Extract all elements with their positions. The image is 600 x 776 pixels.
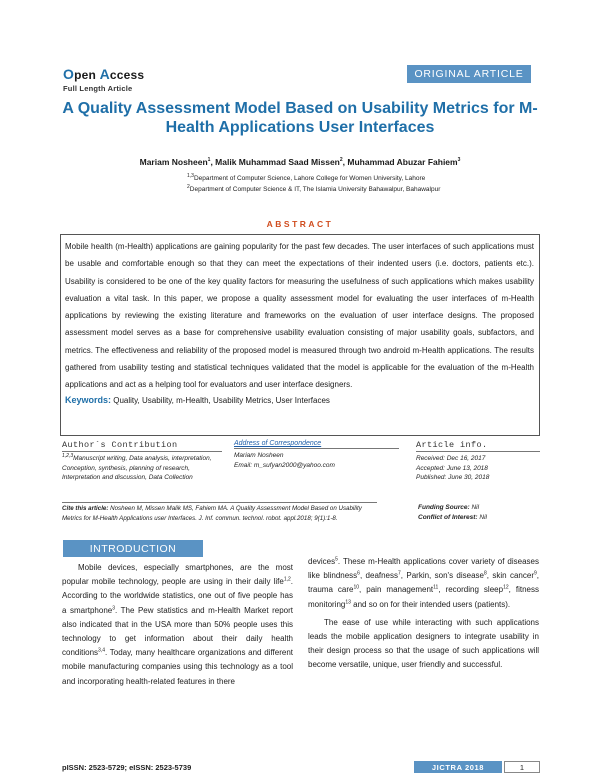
author-name: Mariam Nosheen — [139, 157, 208, 167]
correspondence-email: Email: m_sufyan2000@yahoo.com — [234, 461, 335, 469]
author-list: Mariam Nosheen$^1$, Malik Muhammad Saad Missen$^2$, Muhammad Abuzar Fahiem$^3$ — [139, 157, 461, 167]
abstract-heading: ABSTRACT — [266, 219, 334, 229]
received-date: Received: Dec 16, 2017 — [416, 455, 486, 462]
journal-footer: JICTRA 2018 — [414, 761, 502, 773]
keywords-values: Quality, Usability, m-Health, Usability Metrics, User Interfaces — [111, 395, 330, 405]
open-access-logo — [63, 66, 144, 93]
correspondence-link[interactable]: Address of Correspondence — [234, 440, 399, 449]
access-word: ccess — [109, 68, 145, 82]
affiliation-line: $^2$Department of Computer Science & IT, The Islamia University Bahawalpur, Bahawalpur — [187, 183, 441, 193]
cite-text: Nosheen M, Missen Malik MS, Fahiem MA. A Quality Assessment Model Based on Usability Metrics for M-Health Applications user Interfaces. J. Inf. commun. technol. robot. appl.2018; 9(1):1-8. — [62, 505, 362, 522]
paper-title: A Quality Assessment Model Based on Usability Metrics for M-Health Applications User Interfaces — [62, 100, 538, 136]
introduction-heading: INTRODUCTION — [63, 540, 203, 557]
abstract-box — [60, 234, 540, 436]
correspondence-name: Mariam Nosheen — [234, 452, 284, 459]
accepted-date: Accepted: June 13, 2018 — [416, 464, 488, 472]
affiliations — [187, 174, 440, 195]
abstract-text: Mobile health (m-Health) applications are gaining popularity for the past few decades. The user interfaces of such applications must be usable and comfortable enough so that they can meet the expectations of their indented users (i.e. doctors, patients etc.). Usability is considered to be one of the key quality factors for measuring the usefulness of such applications which makes usability evaluation a vital task. In this paper, we propose a quality assessment model for evaluating the user interfaces of m-Health applications by reviewing the existing literature and frameworks on the evaluation of user interface designs. The proposed assessment model serves as a base for comprehensive usability evaluation consisting of major usability goals, subfactors, and metrics. The effectiveness and reliability of the proposed model is measured through two android m-Health applications. The results gathered from usability testing and statistical techniques validated that the model is applicable for the evaluation of the m-Health applications and act as a helping tool for evaluators and user interface designers. — [65, 242, 534, 390]
author-contribution: Author`s Contribution $^{1,2,3}$Manuscript writing, Data analysis, interpretation, Conception, synthesis, planning of research, Interpretation and discussion, Data Collection — [62, 440, 222, 483]
affiliation-line: $^{1,3}$Department of Computer Science, Lahore College for Women University, Lahore — [187, 172, 426, 182]
issn-footer: pISSN: 2523-5729; eISSN: 2523-5739 — [62, 763, 192, 772]
body-column-left: Mobile devices, especially smartphones, are the most popular mobile technology, people are using in their daily life$^{1,2}$. According to the worldwide statistics, one out of five people has a smartphone$^3$. The Pew statistics and m-Health Market report also indicated that in the USA more than 50% people uses this technology to get information about their daily health conditions$^{3,4}$. Today, many healthcare organizations and different mobile manufacturing companies using this technology as a tool and incorporating health-related features in there — [62, 563, 293, 686]
author-name: Muhammad Abuzar Fahiem — [347, 157, 458, 167]
original-article-badge: ORIGINAL ARTICLE — [407, 65, 531, 83]
keywords-label: Keywords: — [65, 394, 112, 405]
contribution-heading: Author`s Contribution — [62, 440, 222, 452]
article-type: Full Length Article — [63, 84, 133, 93]
article-info — [416, 440, 540, 483]
published-date: Published: June 30, 2018 — [416, 474, 490, 481]
cite-label: Cite this article: — [62, 505, 109, 512]
keywords — [65, 395, 534, 405]
open-initial: O — [63, 66, 75, 82]
article-info-heading: Article info. — [416, 440, 540, 452]
body-column-right: devices$^5$. These m-Health applications cover variety of diseases like blindness$^6$, deafness$^7$, Parkin, son's disease$^8$, skin cancer$^9$, trauma care$^{10}$, pain management$^{11}$, recording sleep$^{12}$, fitness monitoring$^{13}$ and so on for their intended users (patients). The ease of use while interacting with such applications leads the mobile application designers to integrate usability in their design process so that the usage of such applications will become versatile, unique, user friendly and successful. — [308, 556, 539, 670]
funding-info: Funding Source: Nil Conflict of Interest: Nil — [418, 504, 487, 521]
author-name: Malik Muhammad Saad Missen — [215, 157, 340, 167]
page-number: 1 — [504, 761, 540, 773]
open-word: pen — [74, 68, 100, 82]
citation — [62, 502, 377, 523]
access-initial: A — [99, 66, 110, 82]
contribution-text: Manuscript writing, Data analysis, interpretation, Conception, synthesis, planning of research, Interpretation and discussion, Data Collection — [62, 455, 212, 481]
correspondence — [234, 440, 399, 470]
